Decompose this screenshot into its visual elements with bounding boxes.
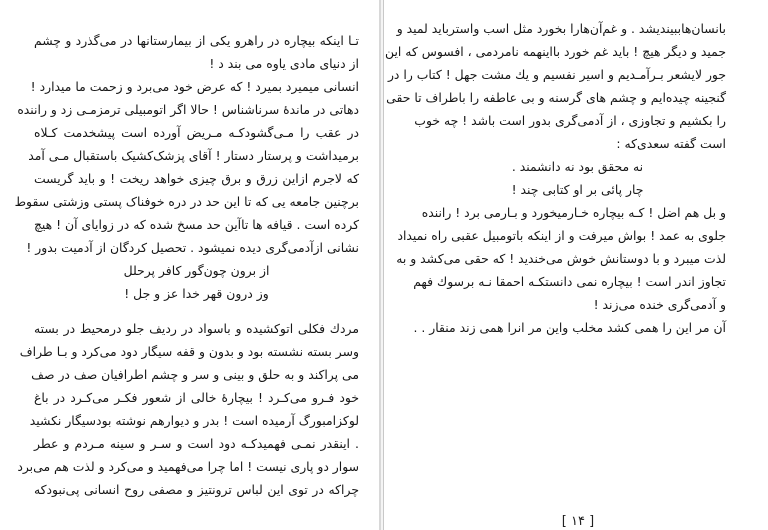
text-line: که لاجرم ازاین زرق و برق چیزی خواهد ریخت ! و باید گریست — [34, 171, 359, 186]
text-line: را بکشيم و تجاوزی ، از آدمی‌گری بدور است باشد ! چه خوب — [414, 113, 726, 128]
text-line: دهاتی در ماندهٔ سرناشناس ! حالا اگر اتومبیلی ترمزمـی زد و راننده — [17, 102, 359, 117]
text-line: و آدمی‌گری خنده می‌زند ! — [593, 297, 726, 312]
poem-line: آن مر این را همی کشد مخلب واین مر انرا همی زند منقار . . — [413, 320, 726, 335]
text-line: مردك فکلی اتوکشیده و باسواد در ردیف جلو درمحیط در بسته — [34, 321, 359, 336]
text-line: گنجينه چيده‌ايم و چشم های گرسنه و بی عاطفه را باطراف تا حقی — [386, 90, 726, 105]
text-line: تـا اینکه بیچاره در راهرو یکی از بیمارستانها در می‌گذرد و چشم — [34, 33, 359, 48]
poem-line: وز درون قهر خدا عز و جل ! — [124, 286, 269, 301]
text-line: برمیداشت و پرستار دستار ! آقای پزشک‌کشیک باستقبال مـی آمد — [28, 148, 359, 163]
text-line: جميد و ديگر هيچ ! بايد غم خورد بااينهمه نامردمی ، افسوس که اين — [385, 44, 726, 59]
text-line: می پراکند و به حلق و بینی و سر و چشم اطرافیان صف در صف — [31, 367, 359, 382]
paragraph-gap — [34, 305, 359, 317]
text-line: چراکه در توی این لباس ترونتیز و مصفی روح انسانی پی‌نبودکه — [34, 482, 359, 497]
text-line: در عقب را مـی‌گشودکـه مـریض آورده است پیشخدمت کـلاه — [34, 125, 359, 140]
text-line: و بل هم اضل ! کـه بیچاره خـارمیخورد و بـارمی برد ! راننده — [421, 205, 726, 220]
text-line: برچنین جامعه یی که تا این حد در دره خوفناک پستی وزشتی سقوط — [14, 194, 359, 209]
right-page — [383, 0, 768, 530]
text-line: لذت میبرد و با دوستانش خوش می‌خندید ! که حقی می‌کشد و به — [396, 251, 726, 266]
text-line: وسر بسته نشسته بود و بدون و قفه سیگار دود می‌کرد و بـا طراف — [19, 344, 359, 359]
text-line: است گفته سعدی‌که : — [616, 136, 726, 151]
text-line: لوکزامبورگ آرمیده است ! بدر و دیوارهم نوشته بودسیگار نکشید — [29, 413, 359, 428]
text-line: از دنیای مادی یاوه می بند د ! — [209, 56, 359, 71]
text-line: بانسان‌هاببینديشد . و غم‌آن‌هارا بخورد مثل اسب واستربايد لميد و — [396, 21, 726, 36]
text-line: سوار دو پاری نیست ! اما چرا می‌فهمید و می‌کرد و لذت هم می‌برد — [17, 459, 359, 474]
text-line: کرده است . قیافه ها تاآین حد مسخ شده که در زوایای آن ! هیچ — [33, 217, 359, 232]
left-text-block — [14, 29, 359, 501]
text-line: جلوی به عمد ! بواش میرفت و از اینکه باتومبیل عقبی راه نمیداد — [397, 228, 726, 243]
left-page — [0, 0, 381, 530]
poem-line: نه محقق بود نه دانشمند . — [511, 159, 644, 174]
poem-line: چار پائی بر او کتابی چند ! — [511, 182, 644, 197]
text-line: انسانی میمیرد بمیرد ! که عرض خود می‌برد و زحمت ما میدارد ! — [30, 79, 359, 94]
text-line: تجاوز اندر است ! بیچاره نمی دانستکـه احمقا نـه برسوك فهم — [413, 274, 726, 289]
text-line: جور لايشعر بـرآمـديم و اسير نفسيم و يك مشت جهل ! کتاب را در — [387, 67, 726, 82]
page-number: [ ١۴ ] — [561, 514, 595, 529]
poem-line: از برون چون‌گور کافر پرحلل — [123, 263, 270, 278]
text-line: نشانی ازآدمی‌گری دیده نمیشود . تحصیل کردگان از آدمیت بدور ! — [26, 240, 359, 255]
right-text-block — [385, 17, 726, 339]
text-line: . اینقدر نمـی فهمیدکـه دود است و سـر و سینه مـردم و عطر — [34, 436, 359, 451]
text-line: خود فـرو می‌کـرد ! بیچارهٔ خالی از شعور فکـر می‌کـرد در باغ — [34, 390, 359, 405]
